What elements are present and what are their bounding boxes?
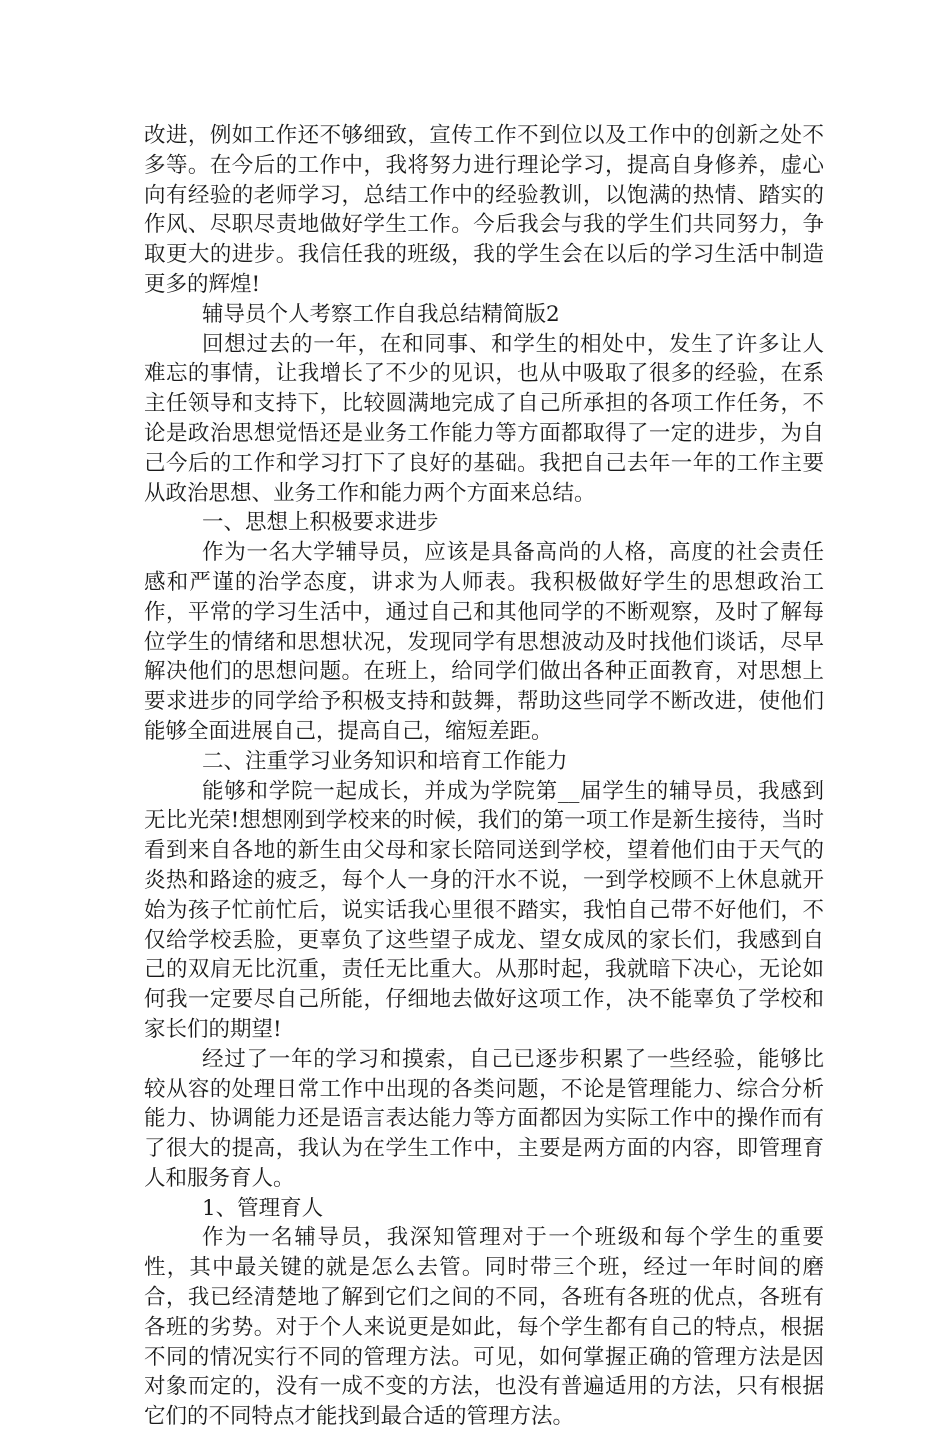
- heading-political-thought: 一、思想上积极要求进步: [202, 510, 439, 536]
- paragraph-experience: 经过了一年的学习和摸索，自己已逐步积累了一些经验，能够比较从容的处理日常工作中出现的各类问题，不论是管理能力、综合分析能力、协调能力还是语言表达能力等方面都因为实际工作中的操作而有了很大的提高，我认为在学生工作中，主要是两方面的内容，即管理育人和服务育人。: [144, 1046, 824, 1191]
- paragraph-management: 作为一名辅导员，我深知管理对于一个班级和每个学生的重要性，其中最关键的就是怎么去管。同时带三个班，经过一年时间的磨合，我已经清楚地了解到它们之间的不同，各班有各班的优点，各班有各班的劣势。对于个人来说更是如此，每个学生都有自己的特点，根据不同的情况实行不同的管理方法。可见，如何掌握正确的管理方法是因对象而定的，没有一成不变的方法，也没有普遍适用的方法，只有根据它们的不同特点才能找到最合适的管理方法。: [144, 1225, 824, 1430]
- paragraph-continuation: 改进，例如工作还不够细致，宣传工作不到位以及工作中的创新之处不多等。在今后的工作中，我将努力进行理论学习，提高自身修养，虚心向有经验的老师学习，总结工作中的经验教训，以饱满的热情、踏实的作风、尽职尽责地做好学生工作。今后我会与我的学生们共同努力，争取更大的进步。我信任我的班级，我的学生会在以后的学习生活中制造更多的辉煌!: [144, 123, 824, 297]
- section-title: 辅导员个人考察工作自我总结精简版2: [202, 301, 560, 327]
- heading-management: 1、管理育人: [202, 1195, 324, 1221]
- document-body: [144, 121, 824, 1432]
- paragraph-intro: 回想过去的一年，在和同事、和学生的相处中，发生了许多让人难忘的事情，让我增长了不少的见识，也从中吸取了很多的经验，在系主任领导和支持下，比较圆满地完成了自己所承担的各项工作任务，不论是政治思想觉悟还是业务工作能力等方面都取得了一定的进步，为自己今后的工作和学习打下了良好的基础。我把自己去年一年的工作主要从政治思想、业务工作和能力两个方面来总结。: [144, 331, 824, 506]
- paragraph-new-student-reception: 能够和学院一起成长，并成为学院第__届学生的辅导员，我感到无比光荣!想想刚到学校来的时候，我们的第一项工作是新生接待，当时看到来自各地的新生由父母和家长陪同送到学校，望着他们由于天气的炎热和路途的疲乏，每个人一身的汗水不说，一到学校顾不上休息就开始为孩子忙前忙后，说实话我心里很不踏实，我怕自己带不好他们，不仅给学校丢脸，更辜负了这些望子成龙、望女成凤的家长们，我感到自己的双肩无比沉重，责任无比重大。从那时起，我就暗下决心，无论如何我一定要尽自己所能，仔细地去做好这项工作，决不能辜负了学校和家长们的期望!: [144, 778, 824, 1042]
- heading-study-and-ability: 二、注重学习业务知识和培育工作能力: [202, 748, 568, 774]
- paragraph-political-thought: 作为一名大学辅导员，应该是具备高尚的人格，高度的社会责任感和严谨的治学态度，讲求为人师表。我积极做好学生的思想政治工作，平常的学习生活中，通过自己和其他同学的不断观察，及时了解每位学生的情绪和思想状况，发现同学有思想波动及时找他们谈话，尽早解决他们的思想问题。在班上，给同学们做出各种正面教育，对思想上要求进步的同学给予积极支持和鼓舞，帮助这些同学不断改进，使他们能够全面进展自己，提高自己，缩短差距。: [144, 540, 824, 744]
